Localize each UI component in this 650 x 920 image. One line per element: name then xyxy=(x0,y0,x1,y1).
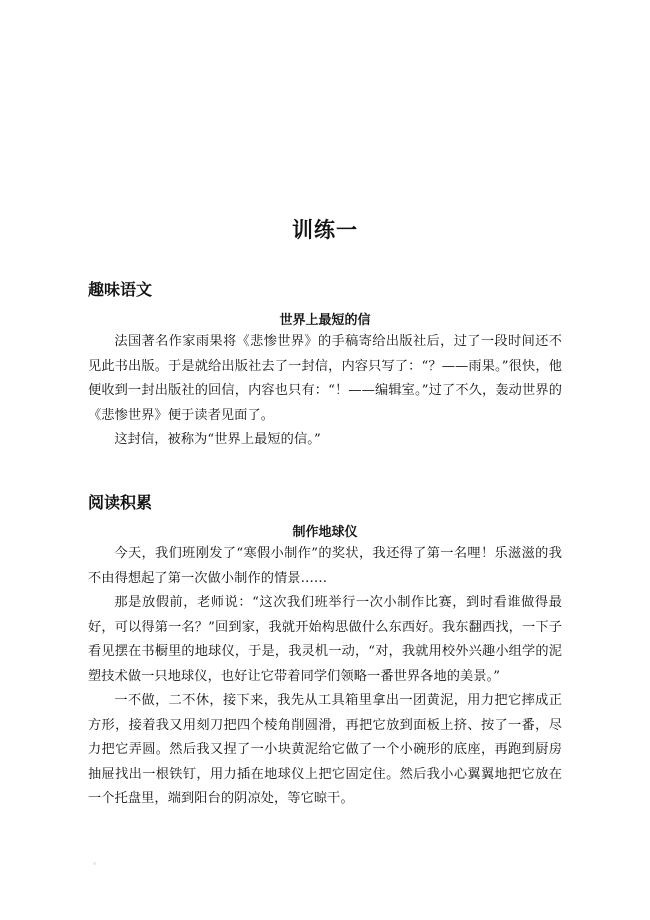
section-heading-reading: 阅读积累 xyxy=(88,493,153,512)
section-heading-fun-chinese: 趣味语文 xyxy=(88,280,153,299)
paragraph: 这封信，被称为“世界上最短的信。” xyxy=(114,432,321,447)
article-title-shortest-letter: 世界上最短的信 xyxy=(279,313,371,328)
article-body-shortest-letter xyxy=(88,330,562,453)
paragraph: 那是放假前，老师说：“这次我们班举行一次小制作比赛，到时看谁做得最好，可以得第一名？”回到家，我就开始构思做什么东西好。我东翻西找，一下子看见摆在书橱里的地球仪，于是，我灵机一动，“对，我就用校外兴趣小组学的泥塑技术做一只地球仪，也好让它带着同学们领略一番世界各地的美景。” xyxy=(88,595,562,684)
paragraph: 法国著名作家雨果将《悲惨世界》的手稿寄给出版社后，过了一段时间还不见此书出版。于是就给出版社去了一封信，内容只写了：“？——雨果。”很快，他便收到一封出版社的回信，内容也只有：“！——编辑室。”过了不久，轰动世界的《悲惨世界》便于读者见面了。 xyxy=(88,334,562,423)
page-title: 训练一 xyxy=(292,218,358,242)
paragraph: 今天，我们班刚发了“寒假小制作”的奖状，我还得了第一名哩！乐滋滋的我不由得想起了第一次做小制作的情景…… xyxy=(88,546,562,586)
article-body-globe xyxy=(88,542,562,812)
paragraph: 一不做，二不休，接下来，我先从工具箱里拿出一团黄泥，用力把它摔成正方形，接着我又用刻刀把四个棱角削圆滑，再把它放到面板上挤、按了一番，尽力把它弄圆。然后我又捏了一小块黄泥给它做了一个小碗形的底座，再跑到厨房抽屉找出一根铁钉，用力插在地球仪上把它固定住。然后我小心翼翼地把它放在一个托盘里，端到阳台的阴凉处，等它晾干。 xyxy=(88,693,562,806)
article-title-globe: 制作地球仪 xyxy=(292,525,358,540)
page-speck xyxy=(93,862,96,865)
